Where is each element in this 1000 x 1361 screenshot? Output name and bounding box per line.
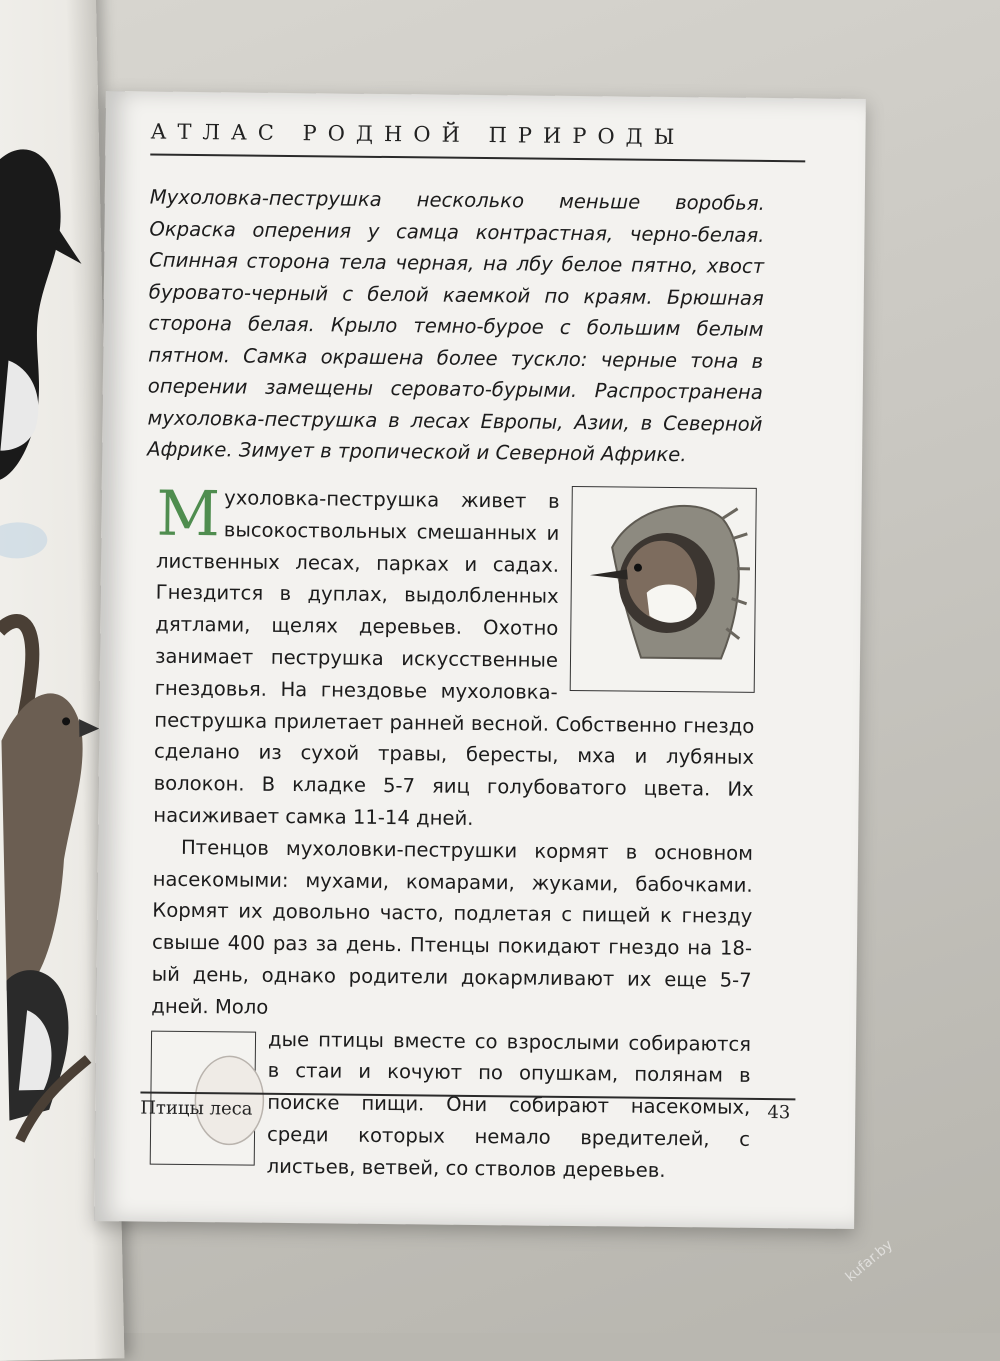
- egg-icon: [179, 1031, 280, 1162]
- footer-section-title: Птицы леса: [140, 1097, 253, 1120]
- watermark: kufar.by: [842, 1236, 897, 1286]
- body-paragraph-2-continued: дые птицы вместе со взрослыми собираются в стаи и кочуют по опушкам, полянам в поиске пищи. Они собирают насекомых, среди которых немало вредителей, с листьев, ветвей, со стволов деревьев.: [266, 1027, 752, 1182]
- header-rule: [150, 154, 805, 163]
- bird-in-nest-illustration: [570, 486, 757, 693]
- running-head: АТЛАС РОДНОЙ ПРИРОДЫ: [150, 119, 686, 150]
- book-page: [94, 91, 866, 1229]
- drop-cap: М: [156, 476, 221, 551]
- body-text: [150, 476, 757, 1188]
- nest-box-bird-icon: [571, 487, 753, 689]
- body-paragraph-2: Птенцов мухоловки-пеструшки кормят в основном насекомыми: мухами, комарами, жуками, бабочками. Кормят их довольно часто, подлетая с пищей к гнезду свыше 400 раз за день. Птенцы покидают гнездо на 18-ый день, однако родители докармливают их еще 5-7 дней. Моло: [151, 835, 754, 1019]
- page-content: [139, 92, 810, 1199]
- page-number: 43: [767, 1102, 791, 1124]
- body-paragraph-1: ухоловка-пеструшка живет в высокоствольных смешанных и лиственных лесах, парках и садах. Гнездится в дуплах, выдолбленных дятлами, щелях деревьев. Охотно занимает пеструшка искусственные гнездовья. На гнездовье мухоловка-пеструшка прилетает ранней весной. Собственно гнездо сделано из сухой травы, бересты, мха и лубяных волокон. В кладке 5-7 яиц голубоватого цвета. Их насиживает самка 11-14 дней.: [153, 486, 755, 830]
- intro-paragraph: Мухоловка-пеструшка несколько меньше воробья. Окраска оперения у самца контрастная, черно-белая. Спинная сторона тела черная, на лбу белое пятно, хвост буровато-черный с белой каемкой по краям. Брюшная сторона белая. Крыло темно-бурое с большим белым пятном. Самка окрашена более тускло: черные тона в оперении замещены серовато-бурыми. Распространена мухоловка-пеструшка в лесах Европы, Азии, в Северной Африке. Зимует в тропической и Северной Африке.: [147, 185, 765, 467]
